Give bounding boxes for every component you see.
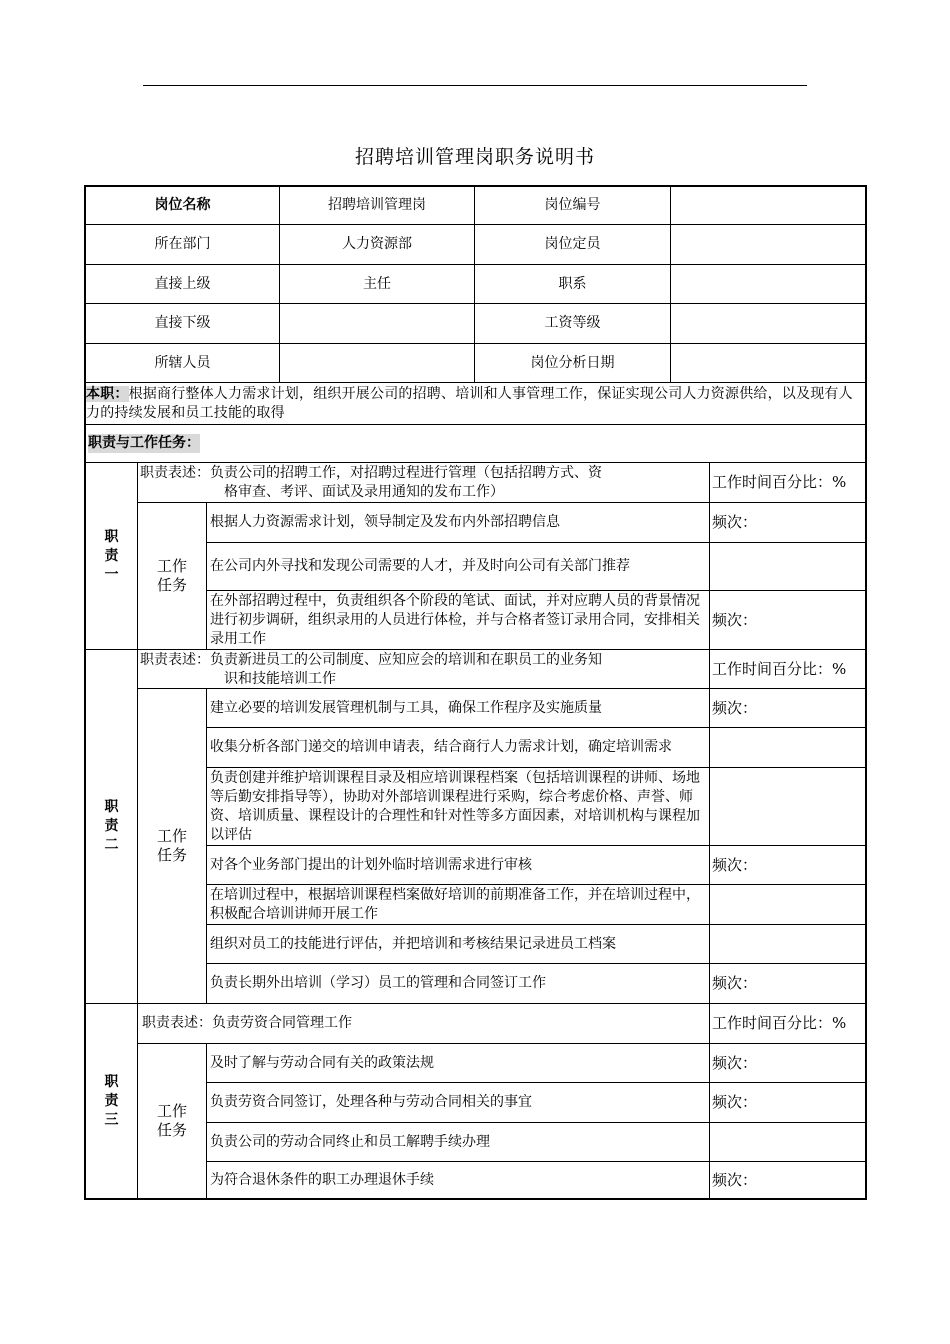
duty-2-task-2-freq [710,728,865,767]
duty-2-task-5: 在培训过程中，根据培训课程档案做好培训的前期准备工作，并在培训过程中，积极配合培训讲师开展工作 [210,886,700,922]
value-job-family [671,265,865,303]
label-department: 所在部门 [154,236,211,252]
duty-3-task-2-freq: 频次： [712,1093,758,1111]
value-pay-grade [671,304,865,343]
label-subordinate: 直接下级 [154,315,211,331]
value-headcount [671,225,865,264]
duty-2-task-7-freq: 频次： [712,974,758,992]
duty-2-task-label: 工作 任务 [156,827,187,864]
duty-3-time-percent: 工作时间百分比：% [712,1014,847,1032]
label-position-code: 岗位编号 [544,197,601,213]
duty-3-task-3: 负责公司的劳动合同终止和员工解聘手续办理 [210,1133,490,1150]
duty-3-task-4-freq: 频次： [712,1170,758,1189]
duty-3-task-1-freq: 频次： [712,1053,758,1072]
label-supervisor: 直接上级 [154,275,211,292]
duty-1-task-1-freq: 频次： [712,513,758,531]
duty-2-task-3: 负责创建并维护培训课程目录及相应培训课程档案（包括培训课程的讲师、场地等后勤安排指导等），协助对外部培训课程进行采购，综合考虑价格、声誉、师资、培训质量、课程设计的合理性和针对性等多方面因素，对培训机构与课程加以评估 [210,769,700,843]
duty-2-label: 职 责 二 [104,799,119,853]
label-pay-grade: 工资等级 [544,315,601,331]
value-department: 人力资源部 [342,236,412,252]
duty-2-task-5-freq [710,885,865,924]
label-job-family: 职系 [558,275,587,292]
duty-3-statement: 职责表述： 负责劳资合同管理工作 [142,1015,352,1031]
label-analysis-date: 岗位分析日期 [530,354,615,371]
duty-1-task-3-freq: 频次： [712,610,758,629]
job-summary-text: 根据商行整体人力需求计划，组织开展公司的招聘、培训和人事管理工作，保证实现公司人力资源供给，以及现有人力的持续发展和员工技能的取得 [86,386,853,421]
duty-1-statement: 职责表述：负责公司的招聘工作，对招聘过程进行管理（包括招聘方式、资 格审查、考评、面试及录用通知的发布工作） [140,465,602,500]
document-title: 招聘培训管理岗职务说明书 [354,146,595,168]
value-position-code [671,187,865,224]
label-staff: 所辖人员 [154,354,211,371]
duty-3-task-1: 及时了解与劳动合同有关的政策法规 [210,1054,434,1071]
duty-2-task-1-freq: 频次： [712,698,758,717]
header-rule [143,85,807,86]
label-position-name: 岗位名称 [154,197,211,213]
duty-3-task-3-freq [710,1123,865,1161]
duty-2-statement: 职责表述：负责新进员工的公司制度、应知应会的培训和在职员工的业务知 识和技能培训工作 [140,652,602,687]
label-headcount: 岗位定员 [544,236,601,252]
value-staff [280,344,474,382]
duty-1-task-2: 在公司内外寻找和发现公司需要的人才，并及时向公司有关部门推荐 [210,558,630,574]
duty-2-task-4: 对各个业务部门提出的计划外临时培训需求进行审核 [210,856,532,873]
duties-header: 职责与工作任务： [88,435,200,451]
duty-1-label: 职 责 一 [104,528,119,583]
job-description-table [84,185,867,1200]
duty-1-task-2-freq [710,543,865,590]
value-subordinate [280,304,474,343]
job-summary [86,385,864,424]
duty-2-task-6-freq [710,925,865,963]
duty-2-task-4-freq: 频次： [712,855,758,874]
duty-1-task-1: 根据人力资源需求计划，领导制定及发布内外部招聘信息 [210,514,560,530]
duty-1-task-label: 工作 任务 [156,557,187,594]
duty-2-task-6: 组织对员工的技能进行评估，并把培训和考核结果记录进员工档案 [210,935,616,952]
duty-2-task-7: 负责长期外出培训（学习）员工的管理和合同签订工作 [210,975,546,991]
duty-2-task-2: 收集分析各部门递交的培训申请表，结合商行人力需求计划，确定培训需求 [210,739,672,755]
value-supervisor: 主任 [363,275,391,292]
duty-1-task-3: 在外部招聘过程中，负责组织各个阶段的笔试、面试，并对应聘人员的背景情况进行初步调研，组织录用的人员进行体检，并与合格者签订录用合同，安排相关录用工作 [210,592,700,647]
duty-2-task-1: 建立必要的培训发展管理机制与工具，确保工作程序及实施质量 [210,699,602,716]
duty-3-task-2: 负责劳资合同签订，处理各种与劳动合同相关的事宜 [210,1094,532,1110]
value-analysis-date [671,344,865,382]
duty-2-task-3-freq [710,768,865,845]
duty-1-time-percent: 工作时间百分比：% [712,473,847,491]
duty-3-task-label: 工作 任务 [156,1102,187,1139]
duty-3-label: 职 责 三 [104,1073,119,1128]
job-summary-label: 本职： [86,386,129,402]
value-position-name: 招聘培训管理岗 [328,197,426,213]
duty-2-time-percent: 工作时间百分比：% [712,659,847,678]
duty-3-task-4: 为符合退休条件的职工办理退休手续 [210,1171,434,1188]
